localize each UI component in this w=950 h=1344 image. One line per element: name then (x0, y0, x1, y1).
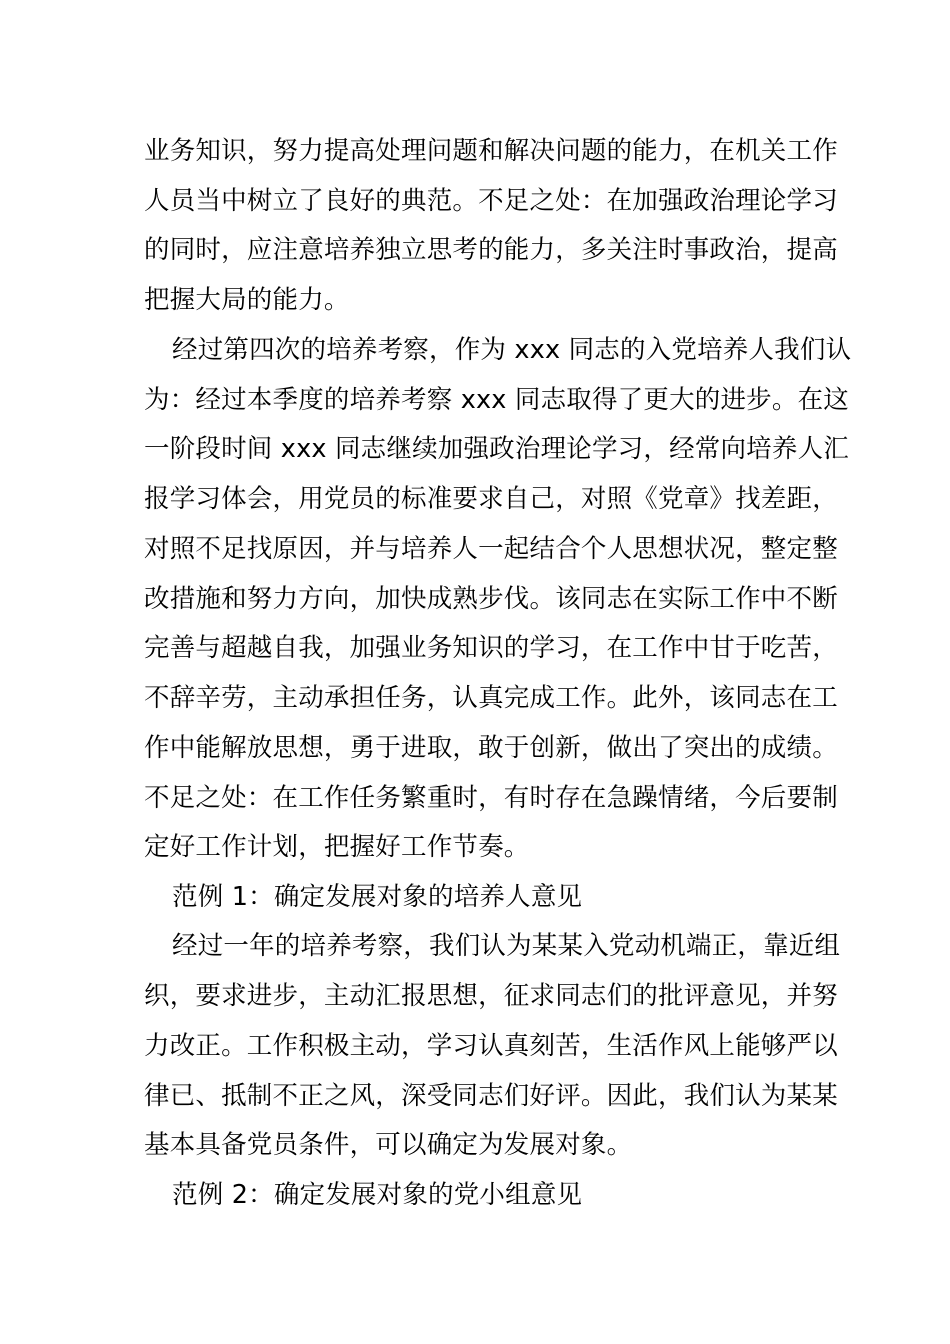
text-line: 不辞辛劳，主动承担任务，认真完成工作。此外，该同志在工 (144, 683, 838, 713)
text-line: 织，要求进步，主动汇报思想，征求同志们的批评意见，并努 (144, 981, 838, 1011)
example-heading: 范例 2：确定发展对象的党小组意见 (172, 1180, 583, 1210)
text-line: 改措施和努力方向，加快成熟步伐。该同志在实际工作中不断 (144, 584, 838, 614)
text-line: 人员当中树立了良好的典范。不足之处：在加强政治理论学习 (144, 186, 838, 216)
text-line: 力改正。工作积极主动，学习认真刻苦，生活作风上能够严以 (144, 1031, 838, 1061)
text-line: 不足之处：在工作任务繁重时，有时存在急躁情绪，今后要制 (144, 783, 838, 813)
example-heading: 范例 1：确定发展对象的培养人意见 (172, 882, 583, 912)
text-line: 完善与超越自我，加强业务知识的学习，在工作中甘于吃苦， (144, 633, 838, 663)
text-line: 一阶段时间 xxx 同志继续加强政治理论学习，经常向培养人汇 (144, 434, 849, 464)
text-line: 定好工作计划，把握好工作节奏。 (144, 832, 530, 862)
text-line: 的同时，应注意培养独立思考的能力，多关注时事政治，提高 (144, 235, 838, 265)
text-line: 业务知识，努力提高处理问题和解决问题的能力，在机关工作 (144, 136, 838, 166)
text-line: 律已、抵制不正之风，深受同志们好评。因此，我们认为某某 (144, 1081, 838, 1111)
text-line: 对照不足找原因，并与培养人一起结合个人思想状况，整定整 (144, 534, 838, 564)
paragraph-first-line: 经过第四次的培养考察，作为 xxx 同志的入党培养人我们认 (172, 335, 852, 365)
text-line: 基本具备党员条件，可以确定为发展对象。 (144, 1130, 633, 1160)
text-line: 把握大局的能力。 (144, 285, 350, 315)
text-line: 报学习体会，用党员的标准要求自己，对照《党章》找差距， (144, 484, 838, 514)
text-line: 作中能解放思想，勇于进取，敢于创新，做出了突出的成绩。 (144, 733, 838, 763)
paragraph-first-line: 经过一年的培养考察，我们认为某某入党动机端正，靠近组 (172, 931, 841, 961)
text-line: 为：经过本季度的培养考察 xxx 同志取得了更大的进步。在这 (144, 385, 849, 415)
